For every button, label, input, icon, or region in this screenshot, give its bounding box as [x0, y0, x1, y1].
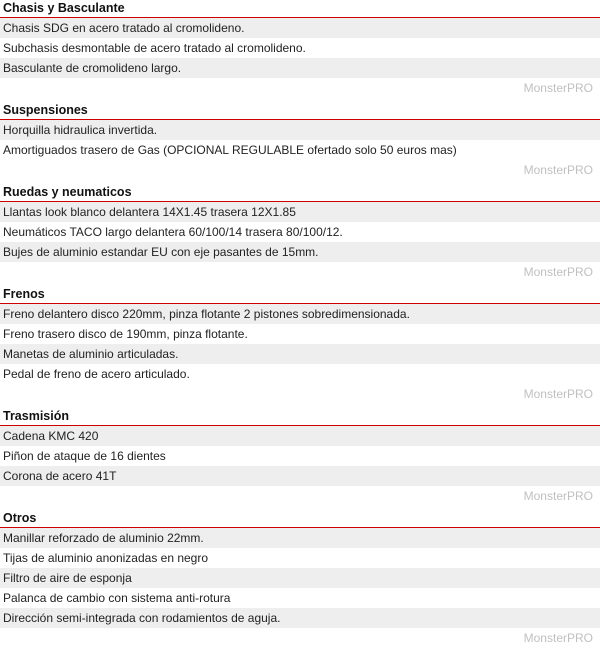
- watermark-text: MonsterPRO: [523, 81, 593, 95]
- section-title: Trasmisión: [0, 408, 600, 426]
- section-title: Frenos: [0, 286, 600, 304]
- spec-row: Filtro de aire de esponja: [0, 568, 600, 588]
- spec-list: [0, 304, 600, 384]
- spec-list: [0, 120, 600, 160]
- spec-row: Bujes de aluminio estandar EU con eje pasantes de 15mm.: [0, 242, 600, 262]
- spec-row: Horquilla hidraulica invertida.: [0, 120, 600, 140]
- spec-list: [0, 528, 600, 628]
- spec-row: Freno delantero disco 220mm, pinza flotante 2 pistones sobredimensionada.: [0, 304, 600, 324]
- watermark-text: MonsterPRO: [523, 387, 593, 401]
- spec-row: Chasis SDG en acero tratado al cromolideno.: [0, 18, 600, 38]
- section-title: Chasis y Basculante: [0, 0, 600, 18]
- spec-row: Subchasis desmontable de acero tratado al cromolideno.: [0, 38, 600, 58]
- watermark-text: MonsterPRO: [523, 489, 593, 503]
- spec-row: Manillar reforzado de aluminio 22mm.: [0, 528, 600, 548]
- watermark-text: MonsterPRO: [523, 163, 593, 177]
- spec-list: [0, 202, 600, 262]
- spec-row: Llantas look blanco delantera 14X1.45 trasera 12X1.85: [0, 202, 600, 222]
- spec-row: Piñon de ataque de 16 dientes: [0, 446, 600, 466]
- spec-section: [0, 102, 600, 181]
- spec-row: Amortiguados trasero de Gas (OPCIONAL REGULABLE ofertado solo 50 euros mas): [0, 140, 600, 160]
- spec-section: [0, 408, 600, 507]
- spec-row: Neumáticos TACO largo delantera 60/100/14 trasera 80/100/12.: [0, 222, 600, 242]
- spec-row: Freno trasero disco de 190mm, pinza flotante.: [0, 324, 600, 344]
- spec-row: Palanca de cambio con sistema anti-rotura: [0, 588, 600, 608]
- spec-list: [0, 18, 600, 78]
- spec-list: [0, 426, 600, 486]
- spec-row: Corona de acero 41T: [0, 466, 600, 486]
- spec-row: Pedal de freno de acero articulado.: [0, 364, 600, 384]
- spec-section: [0, 184, 600, 283]
- watermark-text: MonsterPRO: [523, 265, 593, 279]
- spec-row: Basculante de cromolideno largo.: [0, 58, 600, 78]
- spec-section: [0, 510, 600, 649]
- spec-row: Dirección semi-integrada con rodamientos de aguja.: [0, 608, 600, 628]
- section-title: Suspensiones: [0, 102, 600, 120]
- spec-row: Tijas de aluminio anonizadas en negro: [0, 548, 600, 568]
- section-title: Otros: [0, 510, 600, 528]
- watermark-text: MonsterPRO: [523, 631, 593, 645]
- spec-row: Cadena KMC 420: [0, 426, 600, 446]
- spec-row: Manetas de aluminio articuladas.: [0, 344, 600, 364]
- spec-section: [0, 286, 600, 405]
- spec-section: [0, 0, 600, 99]
- section-title: Ruedas y neumaticos: [0, 184, 600, 202]
